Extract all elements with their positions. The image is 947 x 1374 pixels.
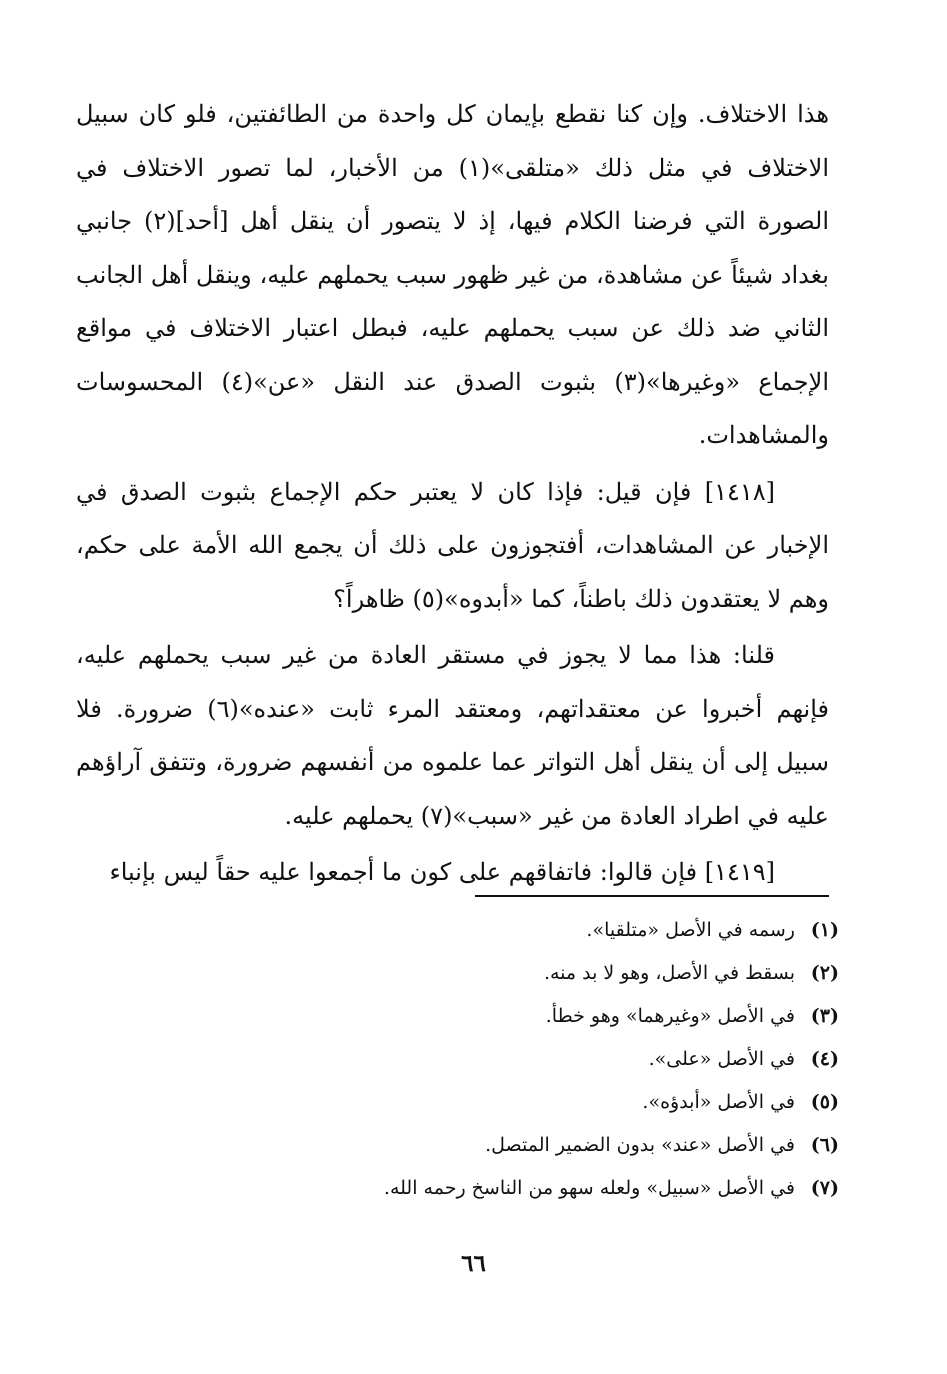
main-text [76,88,829,900]
paragraph-3: قلنا: هذا مما لا يجوز في مستقر العادة من غير سبب يحملهم عليه، فإنهم أخبروا عن معتقداتهم، ومعتقد المرء ثابت «عنده»(٦) ضرورة. فلا سبيل إلى أن ينقل أهل التواتر عما علموه من أنفسهم ضرورة، وتتفق آراؤهم عليه في اطراد العادة من غير «سبب»(٧) يحملهم عليه. [76,641,830,830]
footnote-number: (٦) [810,1134,839,1156]
footnote-item [80,995,839,1038]
footnote-text: بسقط في الأصل، وهو لا بد منه. [543,962,795,984]
footnotes-list [80,909,839,1210]
footnote-text: في الأصل «على». [648,1048,795,1070]
footnote-text: في الأصل «عند» بدون الضمير المتصل. [485,1134,795,1156]
paragraph-4: [١٤١٩] فإن قالوا: فاتفاقهم على كون ما أجمعوا عليه حقاً ليس بإنباء [109,858,775,886]
footnote-number: (١) [810,919,839,941]
footnote-number: (٤) [810,1048,839,1070]
footnote-item [80,909,839,952]
paragraph-1: هذا الاختلاف. وإن كنا نقطع بإيمان كل واحدة من الطائفتين، فلو كان سبيل الاختلاف في مثل ذلك «متلقى»(١) من الأخبار، لما تصور الاختلاف في الصورة التي فرضنا الكلام فيها، إذ لا يتصور أن ينقل أهل [أحد](٢) جانبي بغداد شيئاً عن مشاهدة، من غير ظهور سبب يحملهم عليه، وينقل أهل الجانب الثاني ضد ذلك عن سبب يحملهم عليه، فبطل اعتبار الاختلاف في مواقع الإجماع «وغيرها»(٣) بثبوت الصدق عند النقل «عن»(٤) المحسوسات والمشاهدات. [76,100,829,449]
footnote-item [80,1081,839,1124]
paragraph-2: [١٤١٨] فإن قيل: فإذا كان لا يعتبر حكم الإجماع بثبوت الصدق في الإخبار عن المشاهدات، أفتجوزون على ذلك أن يجمع الله الأمة على حكم، وهم لا يعتقدون ذلك باطناً، كما «أبدوه»(٥) ظاهراً؟ [76,477,829,613]
footnote-text: في الأصل «أبدؤه». [642,1091,795,1113]
page-number: ٦٦ [461,1250,486,1277]
footnote-number: (٧) [810,1177,839,1199]
footnote-text: في الأصل «سبيل» ولعله سهو من الناسخ رحمه الله. [383,1177,795,1199]
footnote-number: (٣) [810,1005,839,1027]
footnote-item [80,1124,839,1167]
footnote-item [80,1038,839,1081]
footnote-text: في الأصل «وغيرهما» وهو خطأ. [545,1005,795,1027]
footnote-item [80,952,839,995]
footnote-number: (٥) [810,1091,839,1113]
footnote-separator [475,895,829,897]
footnote-item [80,1167,839,1210]
footnote-text: رسمه في الأصل «متلقيا». [586,919,795,941]
footnote-number: (٢) [810,962,839,984]
